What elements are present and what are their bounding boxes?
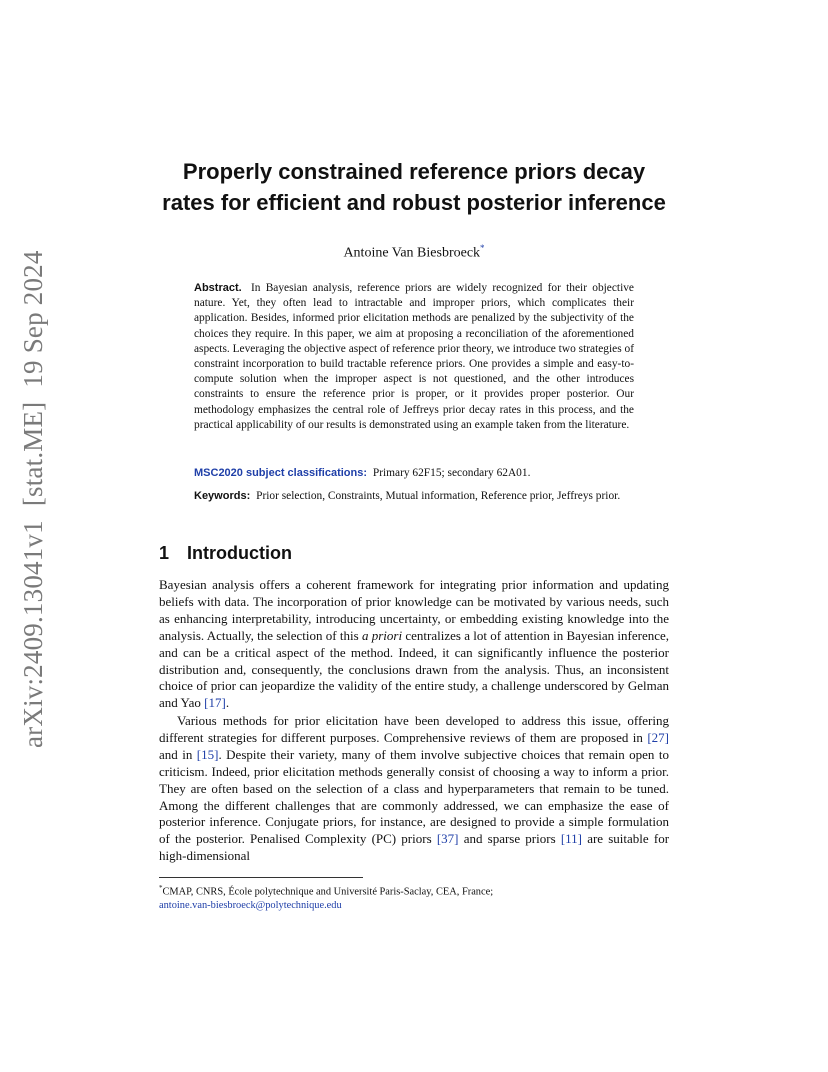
para1-text-b: centralizes a lot of attention in Bayesian inference, and can be a critical aspect of the method. Indeed, it can significantly influence the posterior distribution and, consequently, the conclusions drawn from the analysis. Thus, an inconsistent choice of prior can jeopardize the validity of the entire study, a challenge underscored by Gelman and Yao: [159, 627, 670, 711]
citation-15[interactable]: [15]: [196, 746, 219, 762]
footnote-affiliation: CMAP, CNRS, École polytechnique and Université Paris-Saclay, CEA, France;: [162, 886, 494, 898]
arxiv-id: arXiv:2409.13041v1: [18, 520, 48, 748]
section-number: 1: [159, 543, 170, 563]
citation-11[interactable]: [11]: [560, 831, 583, 847]
para1-end: .: [225, 695, 230, 711]
para2-text-d: and sparse priors: [463, 831, 556, 847]
para2-text-a: Various methods for prior elicitation have been developed to address this issue, offering different strategies for different purposes. Comprehensive reviews of them are proposed in: [159, 713, 669, 745]
arxiv-date: 19 Sep 2024: [18, 250, 48, 388]
citation-27[interactable]: [27]: [647, 729, 670, 745]
msc-label[interactable]: MSC2020 subject classifications:: [194, 467, 368, 479]
para2-text-c: . Despite their variety, many of them involve subjective choices that remain open to criticism. Indeed, prior elicitation methods generally consist of choosing a way to inform a prior. They are often based on the selection of a class and hyperparameters that remain to be tuned. Among the different challenges that are commonly addressed, we can emphasize the ease of posterior inference. Conjugate priors, for instance, are designed to provide a simple formulation of the posterior. Penalised Complexity (PC) priors: [159, 746, 669, 847]
citation-37[interactable]: [37]: [436, 831, 459, 847]
msc-text: Primary 62F15; secondary 62A01.: [372, 467, 531, 479]
footnote-mark: *: [159, 884, 163, 892]
paper-title: [120, 156, 708, 218]
author-line: [120, 243, 708, 262]
keywords-text: Prior selection, Constraints, Mutual information, Reference prior, Jeffreys prior.: [256, 490, 621, 502]
section-heading: [159, 543, 292, 564]
para1-text-a: Bayesian analysis offers a coherent framework for integrating prior information and updating beliefs with data. The incorporation of prior knowledge can be motivated by various needs, such as enhancing interpretability, introducing uncertainty, or embedding existing knowledge into the analysis. Actually, the selection of this: [159, 577, 669, 643]
intro-paragraph-1: [159, 577, 669, 712]
footnote: [159, 882, 669, 912]
section-title: Introduction: [187, 543, 292, 563]
para1-emphasis: a priori: [361, 627, 403, 643]
author-footnote-mark[interactable]: *: [480, 243, 485, 253]
abstract: [194, 281, 634, 433]
title-line-1: Properly constrained reference priors decay: [182, 159, 646, 184]
title-line-2: rates for efficient and robust posterior inference: [162, 190, 666, 215]
author-name: Antoine Van Biesbroeck: [343, 245, 481, 261]
keywords-label: Keywords:: [194, 490, 251, 502]
para2-text-e: are suitable for high-dimensional: [159, 831, 670, 864]
abstract-text: In Bayesian analysis, reference priors are widely recognized for their objective nature. Yet, they often lead to intractable and improper priors, which complicates their application. Besides, informed prior elicitation methods are penalized by the subjectivity of the choices they require. In this paper, we aim at proposing a reconciliation of the aforementioned aspects. Leveraging the objective aspect of reference prior theory, we introduce two strategies of constraint incorporation to build tractable reference priors. One provides a simple and easy-to-compute solution when the improper aspect is not questioned, and the other introduces constraints to ensure the reference prior is proper, or it provides proper posterior. Our methodology emphasizes the central role of Jeffreys prior decay rates in this process, and the practical applicability of our results is demonstrated using an example taken from the literature.: [194, 282, 634, 431]
footnote-rule: [159, 877, 363, 878]
keywords: [194, 489, 634, 504]
msc-classifications: [194, 466, 634, 481]
intro-paragraph-2: [159, 713, 669, 865]
author-email-link[interactable]: antoine.van-biesbroeck@polytechnique.edu: [159, 899, 342, 911]
arxiv-category: [stat.ME]: [18, 401, 48, 507]
citation-17[interactable]: [17]: [204, 695, 226, 711]
para2-text-b: and in: [159, 746, 193, 762]
arxiv-identifier: [18, 250, 49, 748]
abstract-label: Abstract.: [194, 282, 242, 294]
